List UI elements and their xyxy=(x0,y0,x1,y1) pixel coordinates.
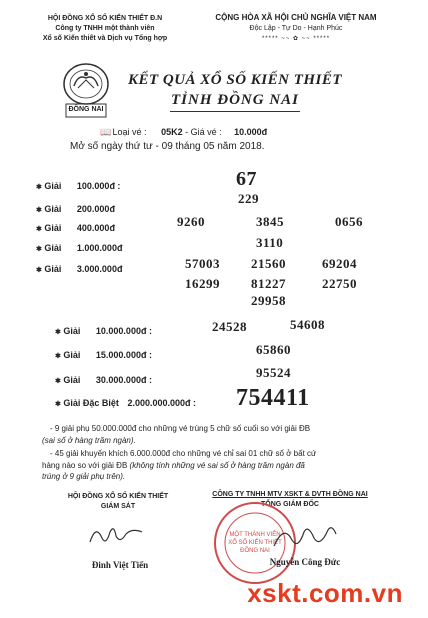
prize-number: 0656 xyxy=(335,214,363,229)
prize-number: 65860 xyxy=(256,342,291,357)
star-icon: ✱ xyxy=(55,378,61,385)
logo-text: ĐỒNG NAI xyxy=(68,106,104,113)
prize-number: 3110 xyxy=(256,235,284,250)
prize-amount: 400.000đ xyxy=(76,223,115,233)
sig-left-role: GIÁM SÁT xyxy=(100,503,136,510)
svg-text:ĐỒNG NAI: ĐỒNG NAI xyxy=(240,548,270,554)
special-prize-number: 754411 xyxy=(236,385,310,411)
signature-left xyxy=(48,492,188,512)
header-left-line1: HỘI ĐỒNG XỔ SỐ KIẾN THIẾT Đ.N xyxy=(47,15,163,22)
page-subtitle: TỈNH ĐỒNG NAI xyxy=(170,92,299,108)
prize-label: Giải xyxy=(63,326,81,336)
prize-number: 9260 xyxy=(177,214,205,229)
star-icon: ✱ xyxy=(36,226,42,233)
prize-label: Giải xyxy=(63,350,81,360)
prize-amount: 10.000.000đ : xyxy=(95,326,152,336)
star-icon: ✱ xyxy=(36,184,42,191)
prize-number: 16299 xyxy=(185,276,220,291)
prize-number: 95524 xyxy=(256,365,291,380)
note-2-line2 xyxy=(42,460,390,472)
star-icon: ✱ xyxy=(36,246,42,253)
prize-label: Giải xyxy=(44,223,62,233)
svg-text:XỔ SỐ KIẾN THIẾT: XỔ SỐ KIẾN THIẾT xyxy=(228,540,282,546)
note-2-line1: - 45 giải khuyến khích 6.000.000đ cho những vé chỉ sai 01 chữ số ở bất cứ xyxy=(50,449,317,458)
book-icon: 📖 xyxy=(100,127,112,137)
prize-label: Giải xyxy=(63,375,81,385)
header-left-line3: Xổ số Kiến thiết và Dịch vụ Tổng hợp xyxy=(42,35,168,42)
prize-label: Giải Đặc Biệt xyxy=(63,398,119,408)
ticket-price-value: 10.000đ xyxy=(234,127,268,137)
star-icon: ✱ xyxy=(55,353,61,360)
svg-text:MỘT THÀNH VIÊN: MỘT THÀNH VIÊN xyxy=(229,532,281,538)
draw-date: Mở số ngày thứ tư - 09 tháng 05 năm 2018. xyxy=(70,141,265,152)
ticket-type-value: 05K2 xyxy=(161,127,183,137)
prize-row-5 xyxy=(36,264,122,274)
header-left-line2: Công ty TNHH một thành viên xyxy=(55,25,155,32)
sig-left-title: HỘI ĐỒNG XỔ SỐ KIẾN THIẾT xyxy=(67,493,169,500)
sig-right-title: CÔNG TY TNHH MTV XSKT & DVTH ĐỒNG NAI xyxy=(212,491,368,498)
prize-number: 57003 xyxy=(185,256,220,271)
header-right-line1: CỘNG HÒA XÃ HỘI CHỦ NGHĨA VIỆT NAM xyxy=(215,13,377,22)
ticket-type-label: Loại vé : xyxy=(112,127,147,137)
prize-row-8 xyxy=(55,375,152,385)
star-icon: ✱ xyxy=(55,329,61,336)
header-right xyxy=(196,12,396,45)
prize-number: 54608 xyxy=(290,317,325,332)
prize-row-6 xyxy=(55,326,152,336)
prize-amount: 30.000.000đ : xyxy=(95,375,152,385)
prize-amount: 3.000.000đ xyxy=(76,264,123,274)
prize-row-2 xyxy=(36,204,115,214)
prize-label: Giải xyxy=(44,264,62,274)
note-2 xyxy=(42,448,390,483)
header-right-line2: Độc Lập - Tự Do - Hạnh Phúc xyxy=(249,25,343,32)
prize-row-1 xyxy=(36,181,120,191)
prize-number: 81227 xyxy=(251,276,286,291)
star-icon: ✱ xyxy=(36,267,42,274)
sig-left-name: Đinh Việt Tiến xyxy=(91,560,149,570)
prize-number: 69204 xyxy=(322,256,357,271)
prize-number: 21560 xyxy=(251,256,286,271)
header-left xyxy=(30,14,180,44)
prize-row-7 xyxy=(55,350,152,360)
logo xyxy=(60,60,112,122)
site-watermark: xskt.com.vn xyxy=(247,578,403,608)
prize-number: 3845 xyxy=(256,214,284,229)
signature-right-icon xyxy=(270,520,340,556)
prize-row-special xyxy=(55,398,196,408)
prize-number: 29958 xyxy=(251,293,286,308)
ticket-price-label: - Giá vé : xyxy=(185,127,222,137)
prize-number: 67 xyxy=(236,168,257,190)
signature-left-icon xyxy=(86,520,146,550)
note-2-text: hàng nào so với giải ĐB xyxy=(42,460,128,470)
prize-amount: 200.000đ xyxy=(76,204,115,214)
sig-right-role: TỔNG GIÁM ĐỐC xyxy=(261,501,319,508)
prize-label: Giải xyxy=(44,243,62,253)
prize-amount: 1.000.000đ xyxy=(76,243,123,253)
header-right-stars: ***** ~~ ✿ ~~ ***** xyxy=(261,36,331,42)
note-1-line2: (sai số ở hàng trăm ngàn). xyxy=(42,435,136,445)
prize-label: Giải xyxy=(44,181,62,191)
ticket-info xyxy=(100,127,267,138)
prize-number: 229 xyxy=(238,191,259,206)
page-title: KẾT QUẢ XỔ SỐ KIẾN THIẾT xyxy=(127,72,343,88)
prize-row-4 xyxy=(36,243,122,253)
prize-amount: 15.000.000đ : xyxy=(95,350,152,360)
prize-row-3 xyxy=(36,223,115,233)
note-1 xyxy=(42,423,390,446)
prize-number: 22750 xyxy=(322,276,357,291)
sig-right-name: Nguyễn Công Đức xyxy=(269,557,341,567)
prize-amount: 100.000đ : xyxy=(76,181,121,191)
note-1-line1: - 9 giải phụ 50.000.000đ cho những vé trùng 5 chữ số cuối so với giải ĐB xyxy=(50,424,311,433)
prize-amount: 2.000.000.000đ : xyxy=(127,398,196,408)
title-underline xyxy=(170,111,300,112)
prize-label: Giải xyxy=(44,204,62,214)
note-2-line3: trúng ở 9 giải phụ trên). xyxy=(42,472,126,481)
star-icon: ✱ xyxy=(36,207,42,214)
prize-number: 24528 xyxy=(212,319,247,334)
star-icon: ✱ xyxy=(55,401,61,408)
note-2-italic: (không tính những vé sai số ở hàng trăm ngàn đã xyxy=(129,460,305,470)
